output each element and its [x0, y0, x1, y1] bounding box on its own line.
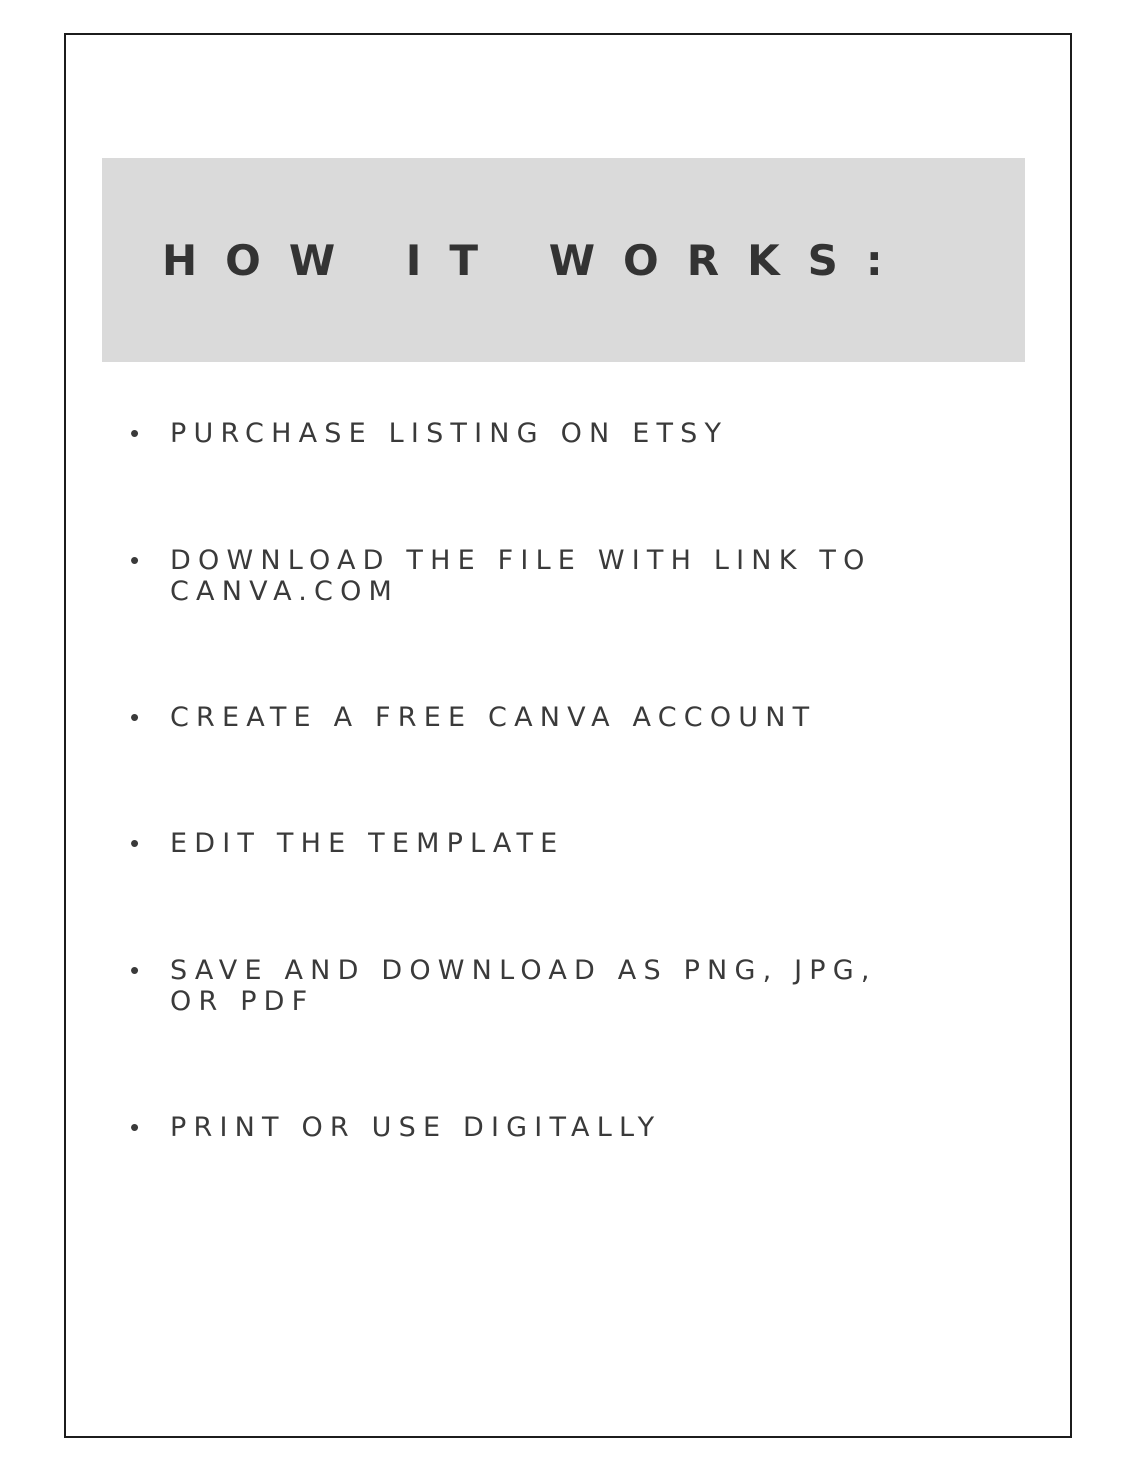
step-text: DOWNLOAD THE FILE WITH LINK TO CANVA.COM: [170, 545, 872, 607]
step-text: PURCHASE LISTING ON ETSY: [170, 418, 729, 449]
bullet-icon: •: [130, 1112, 140, 1142]
title-banner: [102, 158, 1025, 362]
bullet-icon: •: [130, 702, 140, 732]
list-item: [130, 418, 1030, 449]
step-text: CREATE A FREE CANVA ACCOUNT: [170, 702, 817, 733]
step-text: PRINT OR USE DIGITALLY: [170, 1112, 662, 1143]
bullet-icon: •: [130, 955, 140, 985]
list-item: [130, 545, 1030, 607]
bullet-icon: •: [130, 545, 140, 575]
step-text: SAVE AND DOWNLOAD AS PNG, JPG, OR PDF: [170, 955, 877, 1017]
step-text: EDIT THE TEMPLATE: [170, 828, 565, 859]
bullet-icon: •: [130, 828, 140, 858]
list-item: [130, 955, 1030, 1017]
list-item: [130, 1112, 1030, 1143]
bullet-icon: •: [130, 418, 140, 448]
page-title: HOW IT WORKS:: [162, 235, 911, 285]
list-item: [130, 828, 1030, 859]
list-item: [130, 702, 1030, 733]
